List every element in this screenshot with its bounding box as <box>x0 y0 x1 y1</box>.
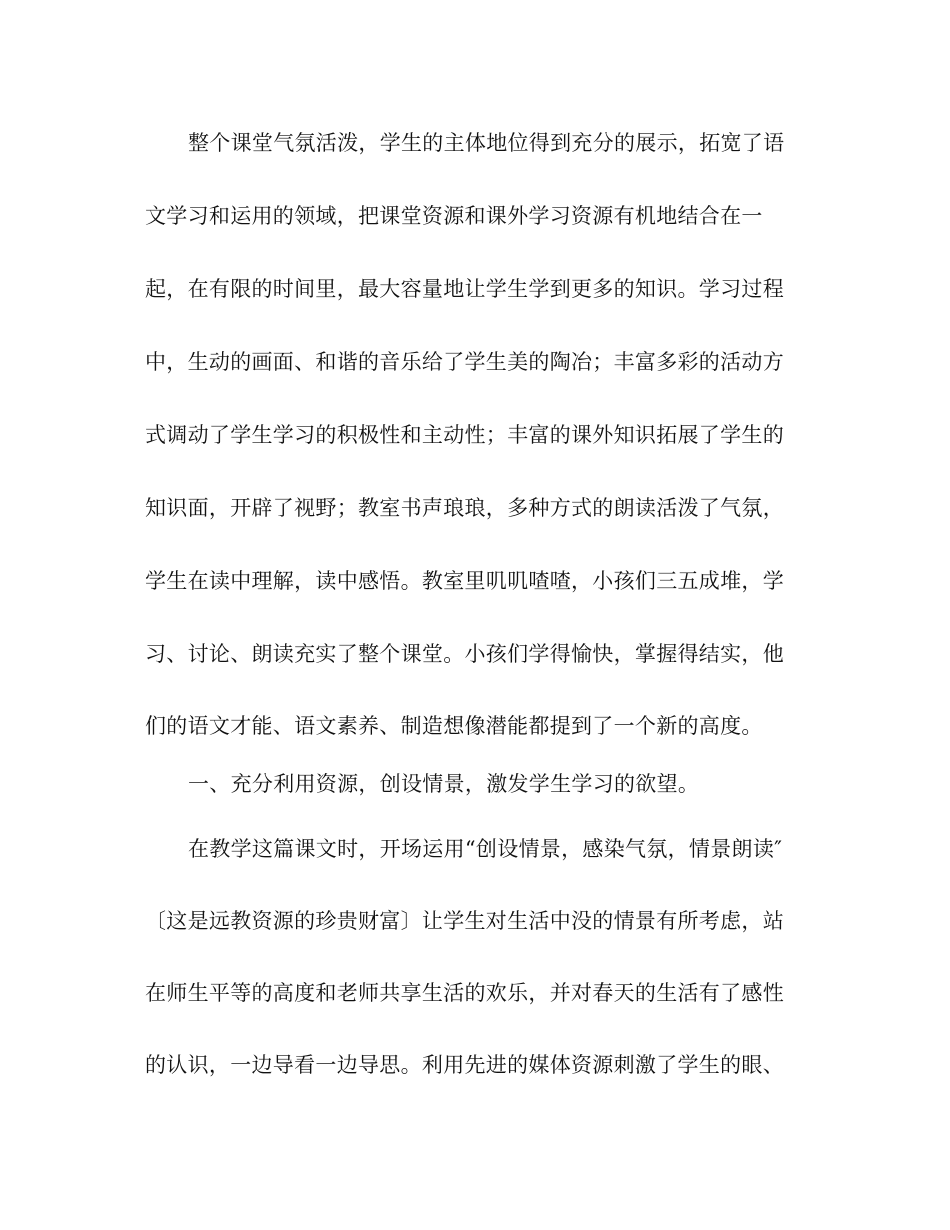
paragraph-2-line-4: 的认识，一边导看一边导思。利用先进的媒体资源刺激了学生的眼、 <box>145 1053 784 1077</box>
paragraph-1-line-3: 起，在有限的时间里，最大容量地让学生学到更多的知识。学习过程 <box>145 277 784 301</box>
paragraph-2-line-1: 在教学这篇课文时，开场运用“创设情景，感染气氛，情景朗读″ <box>188 837 783 861</box>
paragraph-1-line-6: 知识面，开辟了视野；教室书声琅琅，多种方式的朗读活泼了气氛， <box>145 496 784 520</box>
paragraph-2-line-2: 〔这是远教资源的珍贵财富〕让学生对生活中没的情景有所考虑，站 <box>145 909 784 933</box>
paragraph-1-line-8: 习、讨论、朗读充实了整个课堂。小孩们学得愉快，掌握得结实，他 <box>145 642 784 666</box>
paragraph-1-line-5: 式调动了学生学习的积极性和主动性；丰富的课外知识拓展了学生的 <box>145 423 784 447</box>
paragraph-1-line-4: 中，生动的画面、和谐的音乐给了学生美的陶冶；丰富多彩的活动方 <box>145 350 784 374</box>
paragraph-1-line-2: 文学习和运用的领域，把课堂资源和课外学习资源有机地结合在一 <box>145 204 763 228</box>
paragraph-1-line-7: 学生在读中理解，读中感悟。教室里叽叽喳喳，小孩们三五成堆，学 <box>145 569 784 593</box>
paragraph-1-line-1: 整个课堂气氛活泼，学生的主体地位得到充分的展示，拓宽了语 <box>188 131 785 155</box>
section-heading: 一、充分利用资源，创设情景，激发学生学习的欲望。 <box>188 772 700 796</box>
paragraph-2-line-3: 在师生平等的高度和老师共享生活的欢乐，并对春天的生活有了感性 <box>145 981 784 1005</box>
paragraph-1-line-9: 们的语文才能、语文素养、制造想像潜能都提到了一个新的高度。 <box>145 714 763 738</box>
